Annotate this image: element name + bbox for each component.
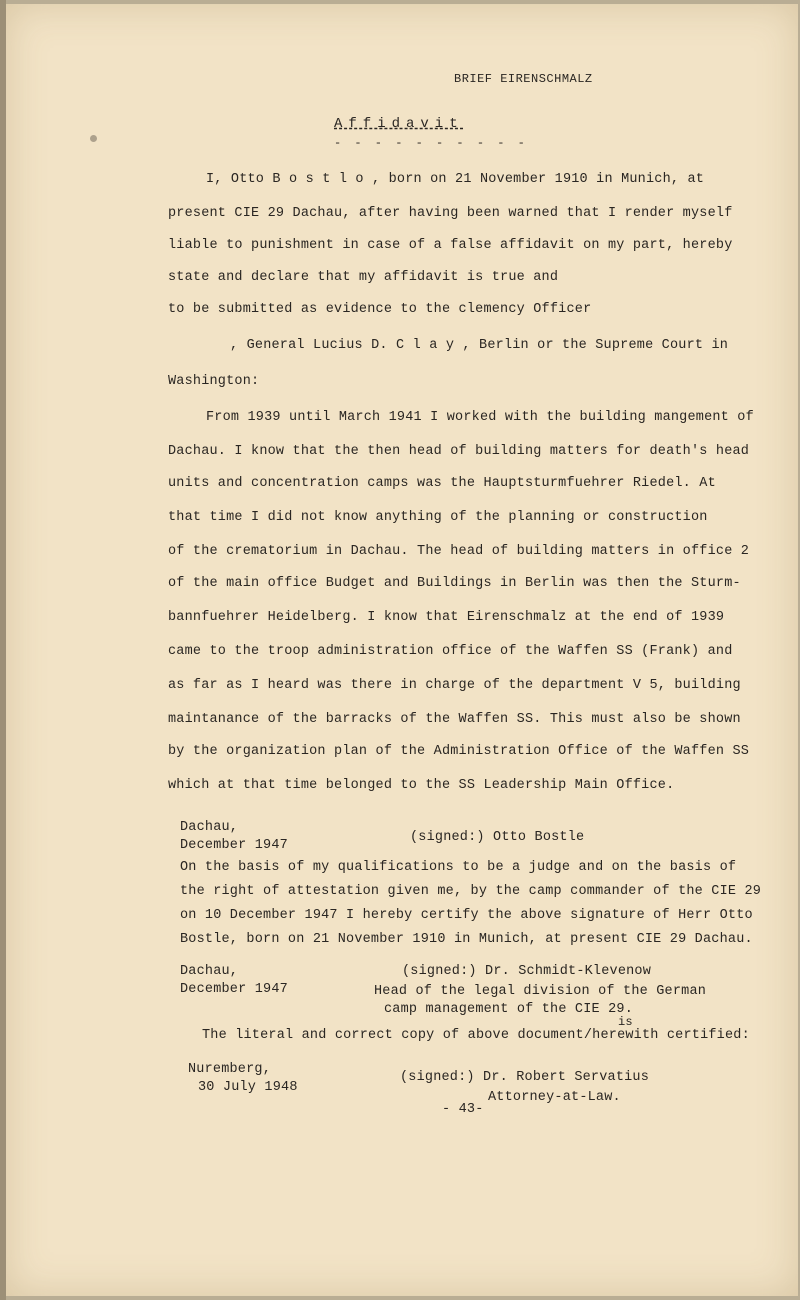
title-rule: - - - - - - - - - - [334,136,528,150]
cert-line: the right of attestation given me, by the camp commander of the CIE 29 [180,884,762,899]
body-line: , General Lucius D. C l a y , Berlin or the Supreme Court in [230,338,729,353]
body-line: liable to punishment in case of a false affidavit on my part, hereby [168,238,733,253]
body-line: of the main office Budget and Buildings in Berlin was then the Sturm- [168,576,741,591]
body-line: Washington: [168,374,260,389]
signature-role: Attorney-at-Law. [488,1090,621,1105]
copy-certification: The literal and correct copy of above document/herewith certified: [202,1028,750,1043]
body-line: Dachau. I know that the then head of building matters for death's head [168,444,750,459]
signature-date: 30 July 1948 [198,1080,298,1095]
body-line: units and concentration camps was the Hauptsturmfuehrer Riedel. At [168,476,716,491]
body-line: as far as I heard was there in charge of the department V 5, building [168,678,741,693]
document-header: BRIEF EIRENSCHMALZ [454,72,593,86]
body-line: state and declare that my affidavit is true and [168,270,559,285]
signature-signed: (signed:) Otto Bostle [410,830,585,845]
signature-date: December 1947 [180,982,288,997]
document-page [6,4,798,1296]
signature-signed: (signed:) Dr. Robert Servatius [400,1070,650,1085]
cert-line: Bostle, born on 21 November 1910 in Munich, at present CIE 29 Dachau. [180,932,753,947]
page-number: - 43- [442,1102,484,1117]
body-line: I, Otto B o s t l o , born on 21 November 1910 in Munich, at [206,172,705,187]
body-line: From 1939 until March 1941 I worked with the building mangement of [206,410,754,425]
body-line: came to the troop administration office of the Waffen SS (Frank) and [168,644,733,659]
signature-signed: (signed:) Dr. Schmidt-Klevenow [402,964,652,979]
cert-line: on 10 December 1947 I hereby certify the above signature of Herr Otto [180,908,753,923]
signature-place: Dachau, [180,964,239,979]
body-line: bannfuehrer Heidelberg. I know that Eirenschmalz at the end of 1939 [168,610,725,625]
body-line: which at that time belonged to the SS Leadership Main Office. [168,778,675,793]
body-line: that time I did not know anything of the planning or construction [168,510,708,525]
document-title: Affidavit [334,116,464,132]
body-line: by the organization plan of the Administration Office of the Waffen SS [168,744,750,759]
body-line: present CIE 29 Dachau, after having been warned that I render myself [168,206,733,221]
signature-place: Dachau, [180,820,239,835]
body-line: to be submitted as evidence to the clemency Officer [168,302,592,317]
punch-hole [90,135,97,142]
copy-insert: is [618,1015,633,1029]
signature-place: Nuremberg, [188,1062,272,1077]
body-line: of the crematorium in Dachau. The head of building matters in office 2 [168,544,750,559]
cert-line: On the basis of my qualifications to be a judge and on the basis of [180,860,737,875]
body-line: maintanance of the barracks of the Waffen SS. This must also be shown [168,712,741,727]
signature-role: camp management of the CIE 29. [384,1002,634,1017]
signature-role: Head of the legal division of the German [374,984,707,999]
signature-date: December 1947 [180,838,288,853]
